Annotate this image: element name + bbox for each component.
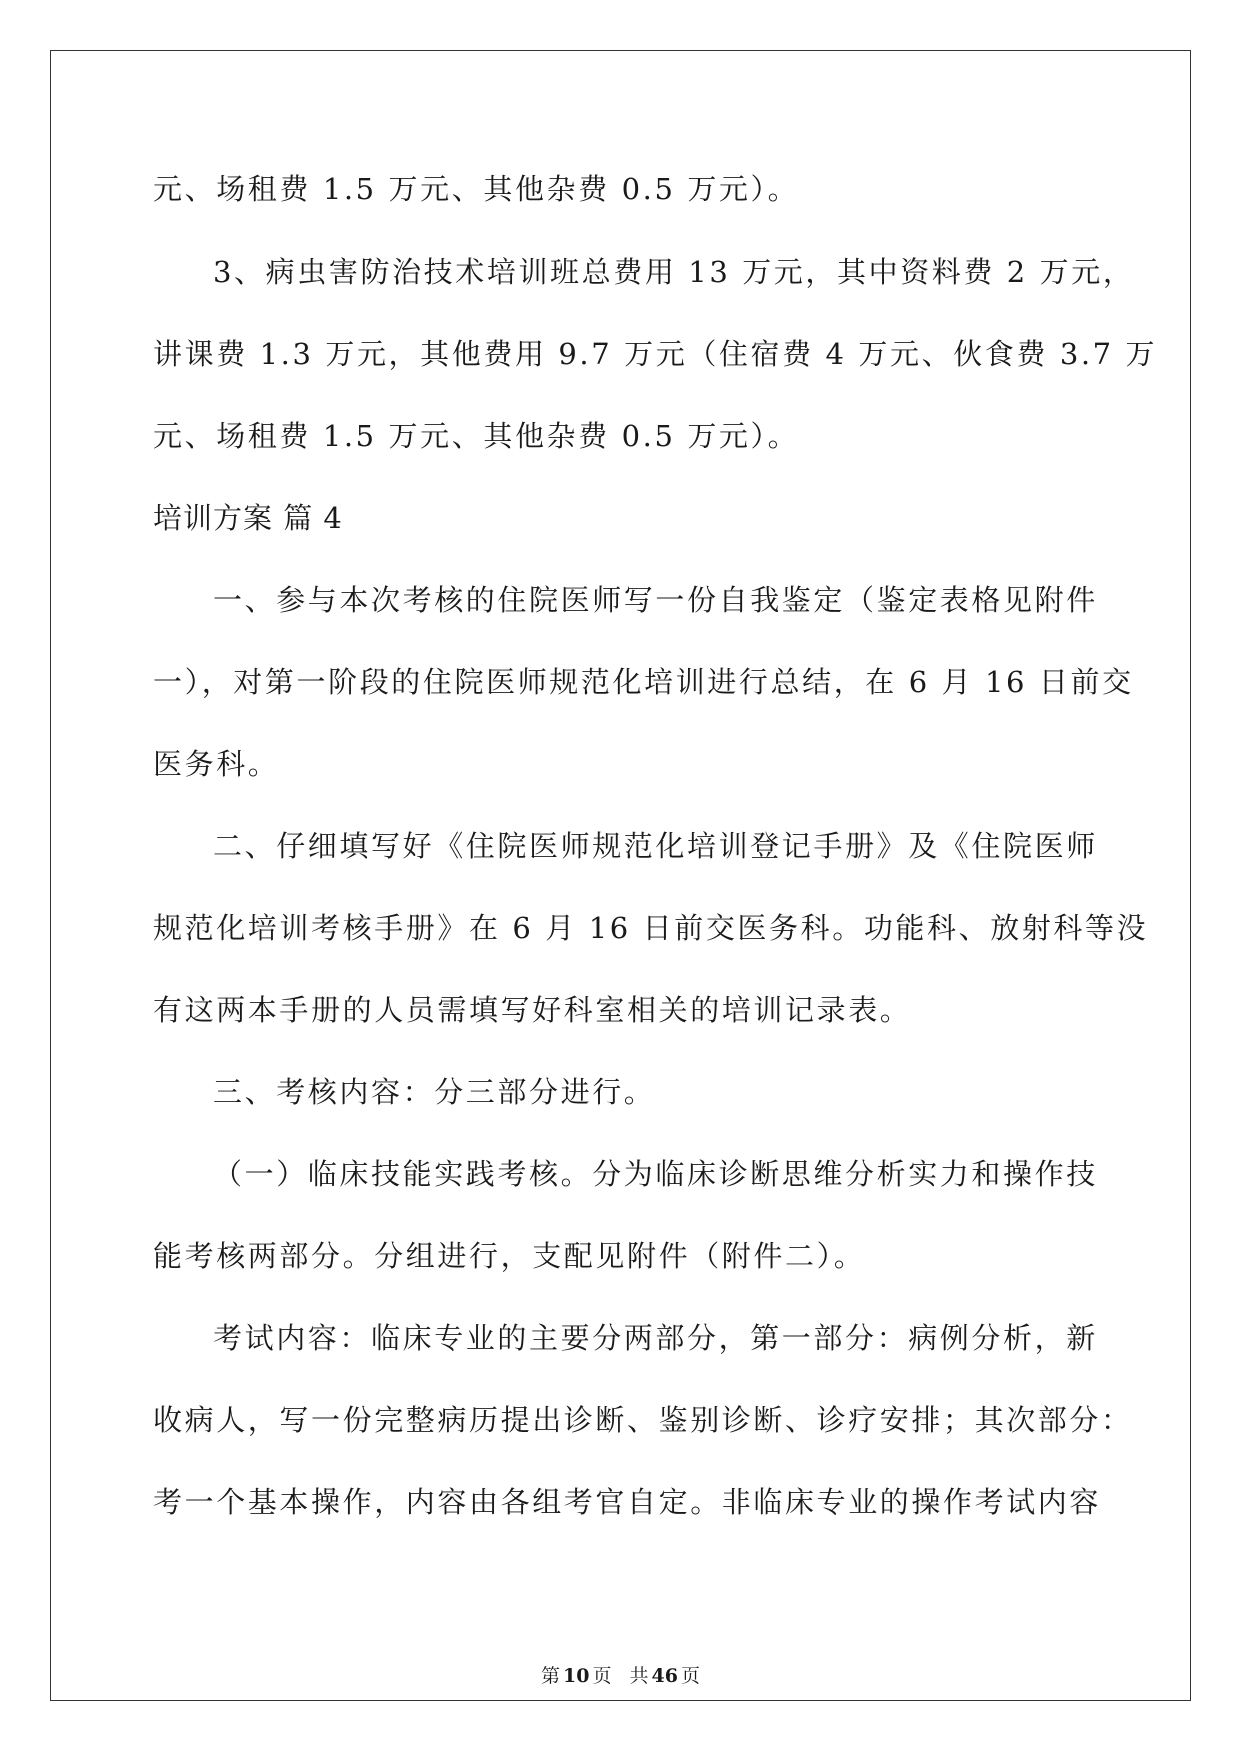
footer-total-suffix: 页 [680,1665,700,1687]
footer-prefix: 第 [541,1665,561,1687]
current-page-number: 10 [563,1665,590,1687]
paragraph-line: 讲课费 1.3 万元，其他费用 9.7 万元（住宿费 4 万元、伙食费 3.7 万 [153,337,1158,371]
section-heading: 培训方案 篇 4 [153,501,343,535]
paragraph-line: 一、参与本次考核的住院医师写一份自我鉴定（鉴定表格见附件 [213,583,1098,617]
footer-page-suffix: 页 [592,1665,612,1687]
page-border [50,50,1191,1701]
paragraph-line: 3、病虫害防治技术培训班总费用 13 万元，其中资料费 2 万元， [213,255,1135,289]
paragraph-line: 规范化培训考核手册》在 6 月 16 日前交医务科。功能科、放射科等没 [153,911,1149,945]
paragraph-line: （一）临床技能实践考核。分为临床诊断思维分析实力和操作技 [213,1157,1098,1191]
paragraph-line: 元、场租费 1.5 万元、其他杂费 0.5 万元）。 [153,419,800,453]
paragraph-line: 元、场租费 1.5 万元、其他杂费 0.5 万元）。 [153,172,800,206]
paragraph-line: 考一个基本操作，内容由各组考官自定。非临床专业的操作考试内容 [153,1485,1102,1519]
page-footer [0,1664,1241,1688]
footer-total-prefix: 共 [629,1665,649,1687]
total-page-count: 46 [651,1665,678,1687]
paragraph-line: 能考核两部分。分组进行，支配见附件（附件二）。 [153,1239,866,1273]
paragraph-line: 二、仔细填写好《住院医师规范化培训登记手册》及《住院医师 [213,829,1098,863]
paragraph-line: 医务科。 [153,747,280,781]
paragraph-line: 收病人，写一份完整病历提出诊断、鉴别诊断、诊疗安排；其次部分： [153,1403,1133,1437]
paragraph-line: 有这两本手册的人员需填写好科室相关的培训记录表。 [153,993,912,1027]
paragraph-line: 考试内容：临床专业的主要分两部分，第一部分：病例分析，新 [213,1321,1098,1355]
paragraph-line: 一），对第一阶段的住院医师规范化培训进行总结，在 6 月 16 日前交 [153,665,1134,699]
paragraph-line: 三、考核内容：分三部分进行。 [213,1075,656,1109]
